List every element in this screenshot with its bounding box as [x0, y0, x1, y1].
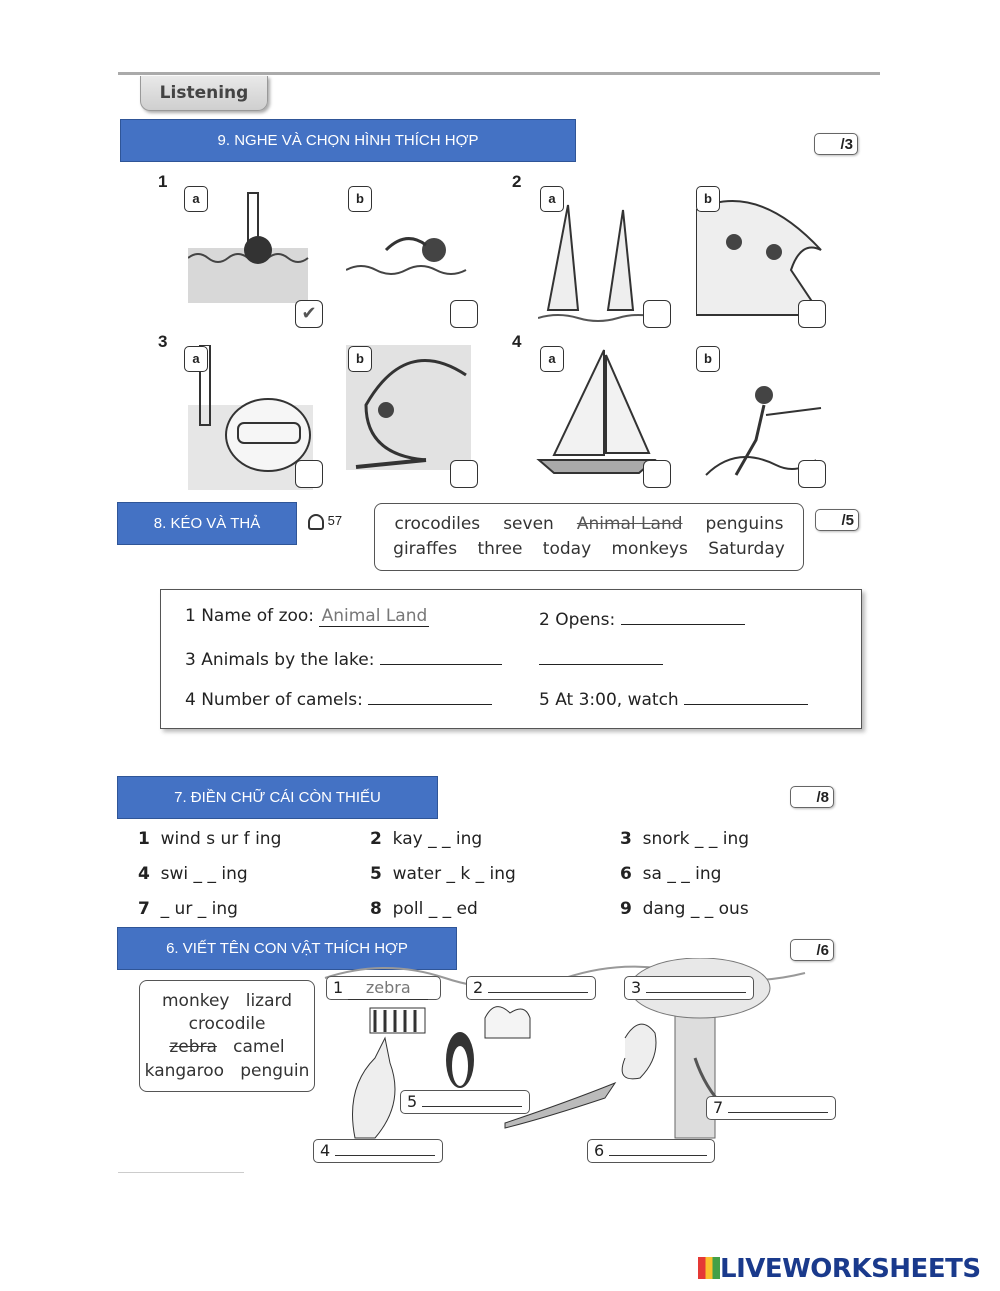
q9-4-a-checkbox[interactable] [643, 460, 671, 488]
q9-2-option-b-label: b [696, 186, 720, 212]
headphones-icon [308, 514, 324, 530]
q7-4-text[interactable]: swi _ _ ing [160, 864, 248, 884]
animal-answer-7-line[interactable] [728, 1098, 828, 1113]
word-bank-item[interactable]: Animal Land [576, 514, 683, 534]
logo-blocks-icon [698, 1257, 720, 1279]
listening-tab: Listening [140, 76, 268, 111]
audio-track-number: 57 [327, 513, 343, 528]
section-8-score[interactable]: /5 [815, 509, 859, 531]
animal-answer-1[interactable]: 1 zebra [326, 976, 441, 1000]
q8-4-answer[interactable] [368, 686, 492, 705]
q7-3: 3 snork _ _ ing [620, 829, 750, 849]
animal-answer-6-line[interactable] [609, 1141, 707, 1156]
q8-2-answer[interactable] [621, 606, 745, 625]
q8-4-label: 4 Number of camels: [185, 690, 363, 710]
q8-1-label: 1 Name of zoo: [185, 606, 315, 626]
animal-row-3 [140, 1037, 314, 1057]
q9-2-number: 2 [512, 172, 522, 191]
animal-row-1 [140, 991, 314, 1011]
animal-answer-2[interactable]: 2 [466, 976, 596, 1000]
section-8-banner [117, 502, 297, 545]
animal-answer-3-line[interactable] [646, 978, 746, 993]
q8-1-answer[interactable]: Animal Land [319, 606, 429, 627]
top-divider [118, 72, 880, 75]
section-7-banner [117, 776, 438, 819]
q8-3-label: 3 Animals by the lake: [185, 650, 375, 670]
q8-2-label: 2 Opens: [539, 610, 616, 630]
q9-3-a-checkbox[interactable] [295, 460, 323, 488]
q8-1-row [185, 606, 429, 627]
q7-3-text[interactable]: snork _ _ ing [642, 829, 750, 849]
animal-word-bank [139, 980, 315, 1092]
q8-5-answer[interactable] [684, 686, 808, 705]
word-bank-item[interactable]: three [477, 539, 523, 559]
section-9-title: 9. NGHE VÀ CHỌN HÌNH THÍCH HỢP [217, 132, 479, 149]
animal-answer-5[interactable]: 5 [400, 1090, 530, 1114]
q7-8: 8 poll _ _ ed [370, 899, 478, 919]
windsurfers-picture [538, 200, 658, 325]
swimmer-picture [346, 220, 476, 290]
audio-track [308, 513, 342, 530]
q7-7-text[interactable]: _ ur _ ing [160, 899, 238, 919]
word-bank-item[interactable]: giraffes [393, 539, 458, 559]
q9-2-option-a-label: a [540, 186, 564, 212]
animal-answer-1-text[interactable]: zebra [348, 977, 428, 1000]
q9-4-option-b-label: b [696, 346, 720, 372]
section-6-score[interactable]: /6 [790, 939, 834, 961]
word-bank-item[interactable]: crocodiles [394, 514, 481, 534]
q9-3-number: 3 [158, 332, 168, 351]
q9-3-option-b-label: b [348, 346, 372, 372]
animal-answer-4[interactable]: 4 [313, 1139, 443, 1163]
q7-7: 7 _ ur _ ing [138, 899, 238, 919]
q9-3-b-checkbox[interactable] [450, 460, 478, 488]
section-9-score[interactable]: /3 [814, 133, 858, 155]
q7-8-text[interactable]: poll _ _ ed [392, 899, 478, 919]
q9-1-option-b-label: b [348, 186, 372, 212]
section-9-banner [120, 119, 576, 162]
q9-3-option-a-label: a [184, 346, 208, 372]
animal-answer-5-line[interactable] [422, 1092, 522, 1107]
q8-2-row [539, 606, 745, 630]
animal-word[interactable]: penguin [240, 1061, 310, 1081]
word-bank-item[interactable]: Saturday [708, 539, 785, 559]
word-bank-item[interactable]: today [542, 539, 592, 559]
q9-1-number: 1 [158, 172, 168, 191]
q8-4-row [185, 686, 492, 710]
animal-answer-2-line[interactable] [488, 978, 588, 993]
q8-3-answer-2[interactable] [539, 646, 663, 665]
animal-word[interactable]: zebra [169, 1037, 217, 1057]
animal-answer-6[interactable]: 6 [587, 1139, 715, 1163]
q7-5-text[interactable]: water _ k _ ing [392, 864, 516, 884]
zoo-info-form [160, 589, 862, 729]
word-bank-item[interactable]: monkeys [611, 539, 688, 559]
word-bank-item[interactable]: penguins [705, 514, 784, 534]
q8-3-answer-1[interactable] [380, 646, 502, 665]
animal-word[interactable]: monkey [162, 991, 230, 1011]
q9-4-number: 4 [512, 332, 522, 351]
word-bank-item[interactable]: seven [503, 514, 554, 534]
animal-row-2 [140, 1014, 314, 1034]
footnote-divider [118, 1172, 244, 1173]
section-7-title: 7. ĐIỀN CHỮ CÁI CÒN THIẾU [174, 789, 381, 806]
animal-answer-3[interactable]: 3 [624, 976, 754, 1000]
q9-4-option-a-label: a [540, 346, 564, 372]
liveworksheets-logo [698, 1254, 981, 1284]
animal-answer-4-line[interactable] [335, 1141, 435, 1156]
logo-text: LIVEWORKSHEETS [720, 1254, 981, 1284]
q7-5: 5 water _ k _ ing [370, 864, 516, 884]
word-bank-row-1 [375, 514, 803, 534]
q7-9: 9 dang _ _ ous [620, 899, 749, 919]
animal-word[interactable]: lizard [245, 991, 292, 1011]
q8-3-row [185, 646, 502, 670]
q7-2: 2 kay _ _ ing [370, 829, 483, 849]
q9-1-a-checkbox[interactable]: ✔ [295, 300, 323, 328]
q7-6: 6 sa _ _ ing [620, 864, 722, 884]
q7-4: 4 swi _ _ ing [138, 864, 248, 884]
animal-row-4 [140, 1061, 314, 1081]
q8-5-label: 5 At 3:00, watch [539, 690, 679, 710]
animal-word[interactable]: kangaroo [144, 1061, 225, 1081]
q9-1-b-checkbox[interactable] [450, 300, 478, 328]
word-bank-row-2 [375, 539, 803, 559]
q9-2-b-checkbox[interactable] [798, 300, 826, 328]
q7-1-text[interactable]: wind s ur f ing [160, 829, 282, 849]
q9-2-a-checkbox[interactable] [643, 300, 671, 328]
animal-word[interactable]: crocodile [188, 1014, 266, 1034]
animal-answer-7[interactable]: 7 [706, 1096, 836, 1120]
q7-6-text[interactable]: sa _ _ ing [642, 864, 722, 884]
section-8-title: 8. KÉO VÀ THẢ [153, 515, 261, 532]
q8-5-row [539, 686, 808, 710]
animal-word[interactable]: camel [233, 1037, 285, 1057]
section-6-title: 6. VIẾT TÊN CON VẬT THÍCH HỢP [166, 940, 408, 957]
word-bank [374, 503, 804, 571]
q7-1: 1 wind s ur f ing [138, 829, 282, 849]
q7-2-text[interactable]: kay _ _ ing [392, 829, 483, 849]
q9-1-option-a-label: a [184, 186, 208, 212]
q9-4-b-checkbox[interactable] [798, 460, 826, 488]
q7-9-text[interactable]: dang _ _ ous [642, 899, 749, 919]
section-7-score[interactable]: /8 [790, 786, 834, 808]
